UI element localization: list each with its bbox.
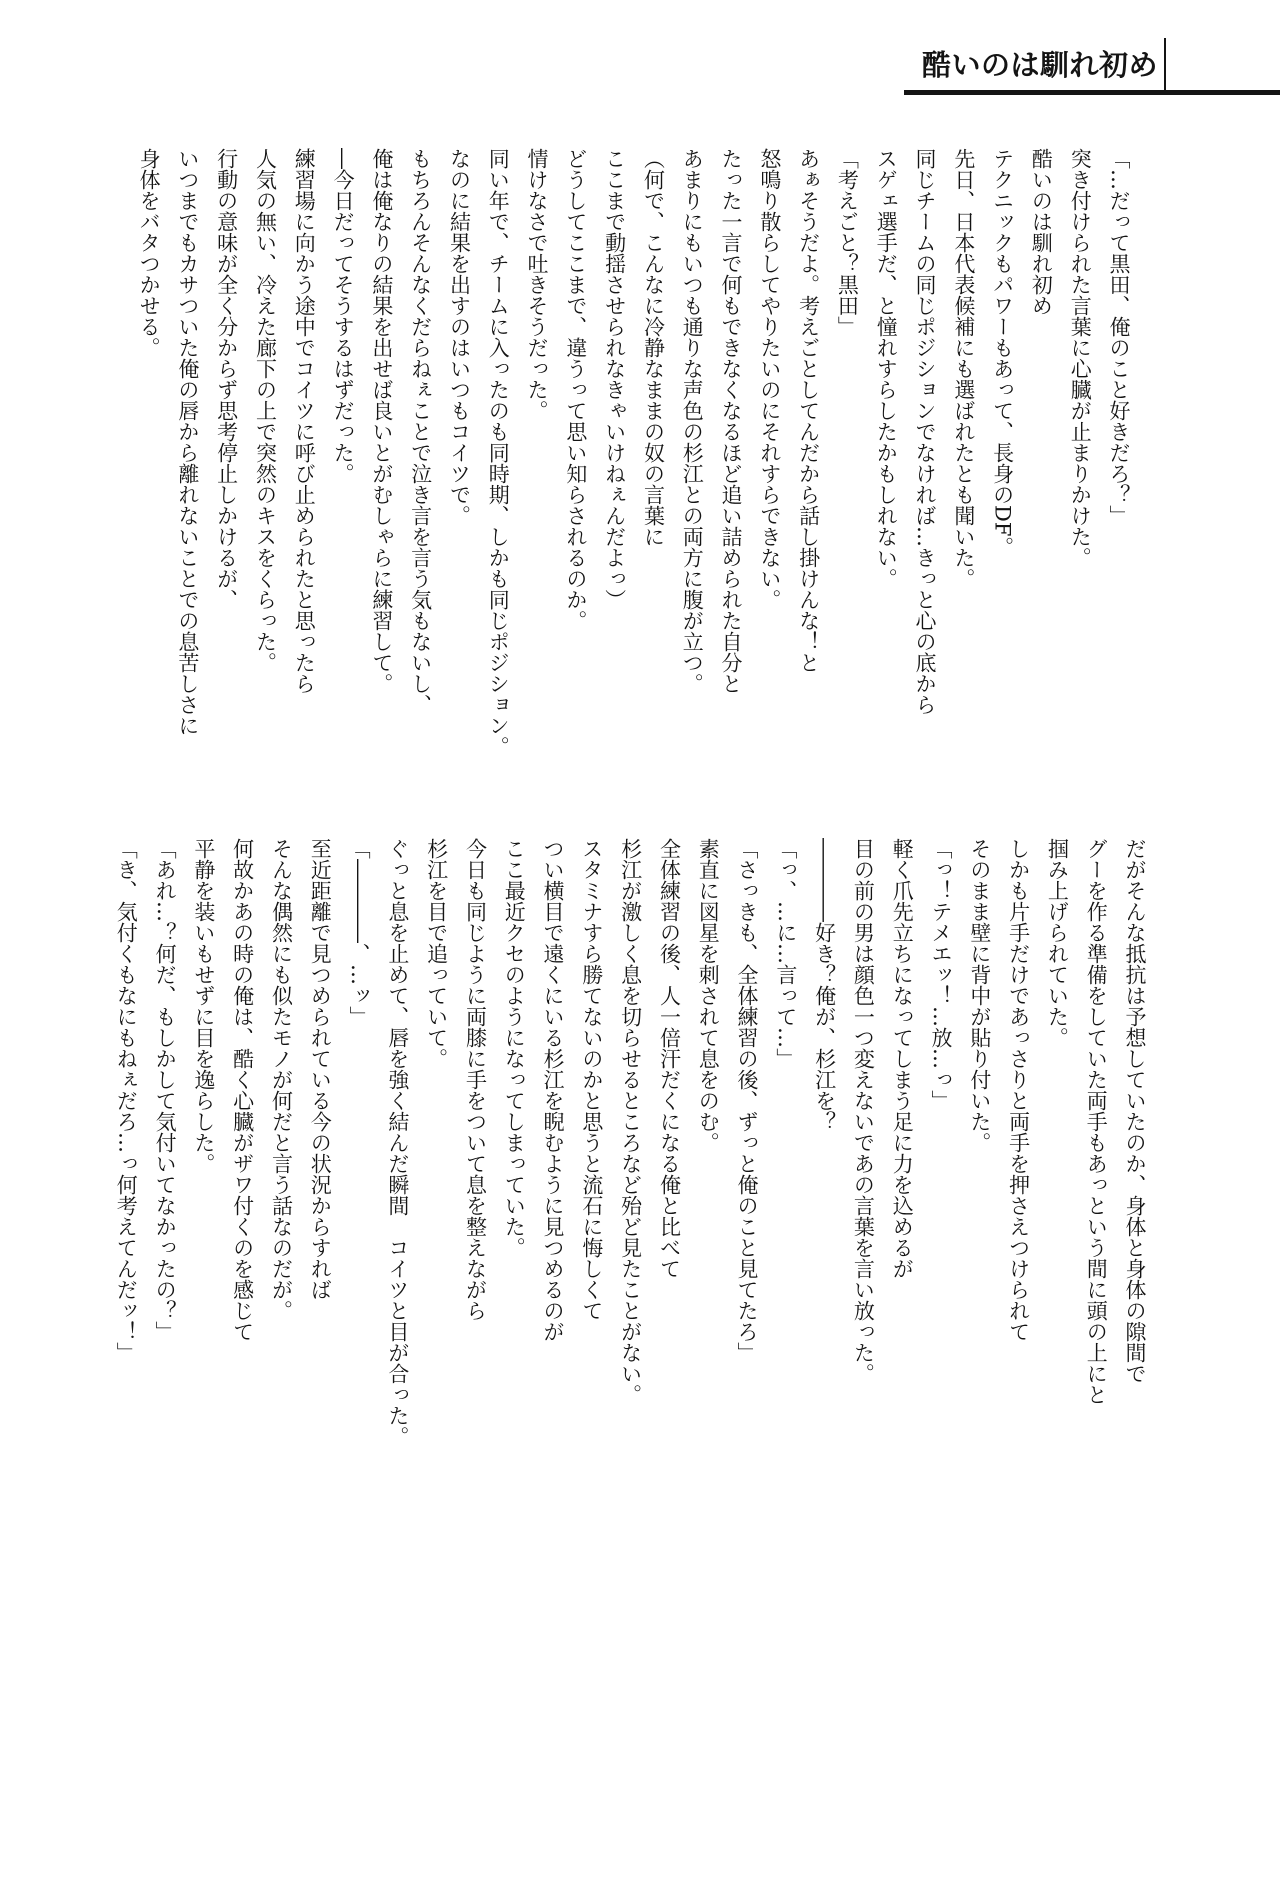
narration-line: ぐっと息を止めて、唇を強く結んだ瞬間 コイツと目が合った。 (385, 838, 410, 1447)
upper-text-block (129, 148, 1138, 808)
narration-line: 素直に図星を刺されて息をのむ。 (696, 838, 721, 1153)
running-header-title: 酷いのは馴れ初め (922, 48, 1159, 82)
dialogue-line: 「っ、…に…言って…」 (773, 838, 798, 1069)
narration-line: 行動の意味が全く分からず思考停止しかけるが、 (214, 148, 239, 610)
narration-line: いつまでもカサついた俺の唇から離れないことでの息苦しさに (175, 148, 200, 736)
story-title: 酷いのは馴れ初め (1029, 148, 1054, 316)
narration-line: 杉江が激しく息を切らせるところなど殆ど見たことがない。 (618, 838, 643, 1405)
narration-line: ――――好き？俺が、杉江を？ (812, 838, 837, 1132)
narration-line: 何故かあの時の俺は、酷く心臓がザワ付くのを感じて (230, 838, 255, 1342)
narration-line: つい横目で遠くにいる杉江を睨むように見つめるのが (541, 838, 566, 1342)
narration-line: スゲェ選手だ、と憧れすらしたかもしれない。 (874, 148, 899, 589)
narration-line: ―今日だってそうするはずだった。 (331, 148, 356, 484)
narration-line: 怒鳴り散らしてやりたいのにそれすらできない。 (757, 148, 782, 610)
inner-thought-line: （何で、こんなに冷静なままの奴の言葉に (641, 148, 666, 547)
narration-line: あぁそうだよ。考えごとしてんだから話し掛けんな！と (796, 148, 821, 673)
lower-text-block (106, 838, 1154, 1498)
narration-line: 俺は俺なりの結果を出せば良いとがむしゃらに練習して。 (369, 148, 394, 694)
header-rule (904, 90, 1280, 95)
narration-line: 目の前の男は顔色一つ変えないであの言葉を言い放った。 (851, 838, 876, 1384)
narration-line: なのに結果を出すのはいつもコイツで。 (447, 148, 472, 526)
narration-line: 身体をバタつかせる。 (137, 148, 162, 358)
narration-line: ここ最近クセのようになってしまっていた。 (502, 838, 527, 1258)
dialogue-line: 「っ！テメエッ！…放…っ」 (929, 838, 954, 1111)
narration-line: グーを作る準備をしていた両手もあっという間に頭の上にと (1084, 838, 1109, 1405)
narration-line: スタミナすら勝てないのかと思うと流石に悔しくて (579, 838, 604, 1321)
narration-line: しかも片手だけであっさりと両手を押さえつけられて (1006, 838, 1031, 1342)
narration-line: 今日も同じように両膝に手をついて息を整えながら (463, 838, 488, 1321)
narration-line: そのまま壁に背中が貼り付いた。 (967, 838, 992, 1153)
dialogue-line: 「…だって黒田、俺のこと好きだろ？」 (1107, 148, 1131, 526)
narration-line: 平静を装いもせずに目を逸らした。 (191, 838, 216, 1174)
narration-line: 軽く爪先立ちになってしまう足に力を込めるが (890, 838, 915, 1279)
narration-line: テクニックもパワーもあって、長身のDF。 (990, 148, 1015, 558)
narration-line: 練習場に向かう途中でコイツに呼び止められたと思ったら (292, 148, 317, 694)
dialogue-line: 「さっきも、全体練習の後、ずっと俺のこと見てたろ」 (735, 838, 760, 1363)
narration-line: 突き付けられた言葉に心臓が止まりかけた。 (1068, 148, 1093, 568)
narration-line: あまりにもいつも通りな声色の杉江との両方に腹が立つ。 (680, 148, 705, 694)
running-header (904, 38, 1166, 90)
dialogue-line: 「あれ…？何だ、もしかして気付いてなかったの？」 (153, 838, 178, 1342)
dialogue-line: 「き、気付くもなにもねぇだろ…っ何考えてんだッ！」 (114, 838, 139, 1363)
narration-line: 先日、日本代表候補にも選ばれたとも聞いた。 (951, 148, 976, 589)
narration-line: だがそんな抵抗は予想していたのか、身体と身体の隙間で (1123, 838, 1147, 1384)
narration-line: 掴み上げられていた。 (1045, 838, 1070, 1048)
narration-line: 全体練習の後、人一倍汗だくになる俺と比べて (657, 838, 682, 1279)
inner-thought-line: ここまで動揺させられなきゃいけねぇんだよっ） (602, 148, 627, 610)
dialogue-line: 「考えごと？黒田」 (835, 148, 860, 337)
narration-line: 同い年で、チームに入ったのも同時期、しかも同じポジション。 (486, 148, 511, 757)
narration-line: 至近距離で見つめられている今の状況からすれば (308, 838, 333, 1300)
narration-line: たった一言で何もできなくなるほど追い詰められた自分と (719, 148, 744, 694)
narration-line: もちろんそんなくだらねぇことで泣き言を言う気もないし、 (408, 148, 433, 715)
narration-line: 人気の無い、冷えた廊下の上で突然のキスをくらった。 (253, 148, 278, 673)
dialogue-line: 「――――、…ッ」 (347, 838, 372, 1027)
narration-line: どうしてここまで、違うって思い知らされるのか。 (563, 148, 588, 631)
narration-line: 杉江を目で追っていて。 (424, 838, 449, 1069)
narration-line: 情けなさで吐きそうだった。 (525, 148, 550, 421)
narration-line: そんな偶然にも似たモノが何だと言う話なのだが。 (269, 838, 294, 1321)
narration-line: 同じチームの同じポジションでなければ…きっと心の底から (913, 148, 938, 715)
